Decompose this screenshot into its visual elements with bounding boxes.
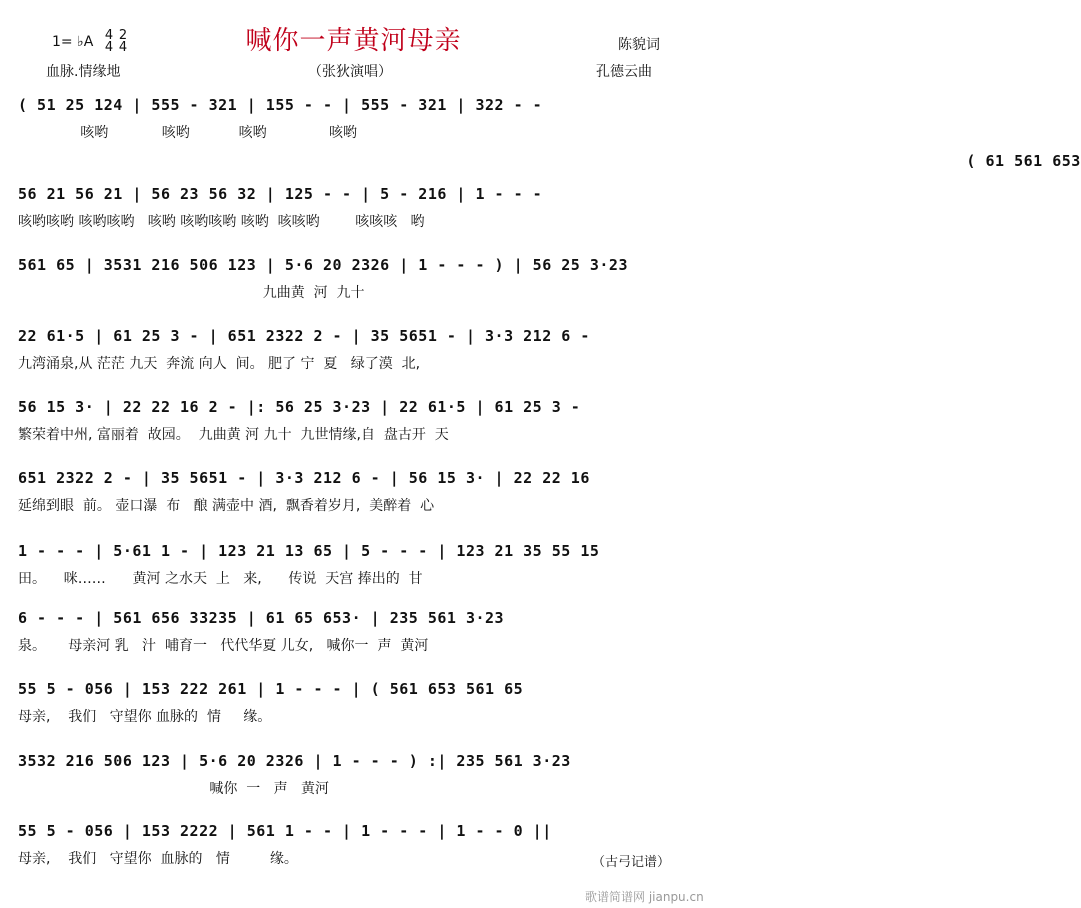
transcriber-credit: （古弓记谱） bbox=[592, 855, 671, 870]
notation-line: 3532 216 506 123 | 5·6 20 2326 | 1 - - - ) :| 235 561 3·23 bbox=[18, 752, 571, 770]
composer: 孔德云曲 bbox=[596, 64, 652, 80]
notation-line: 55 5 - 056 | 153 222 261 | 1 - - - | ( 561 653 561 65 bbox=[18, 680, 524, 698]
lyric-line: 母亲, 我们 守望你 血脉的 情 缘。 bbox=[18, 851, 298, 867]
key-signature: 1= ♭A bbox=[52, 34, 94, 50]
time-a-num: 4 bbox=[104, 28, 114, 43]
subtitle: 血脉.情缘地 bbox=[46, 64, 121, 80]
notation-line: ( 51 25 124 | 555 - 321 | 155 - - | 555 - 321 | 322 - - bbox=[18, 96, 543, 114]
time-signature bbox=[102, 30, 130, 54]
lyric-line: 九湾涌泉,从 茫茫 九天 奔流 向人 间。 肥了 宁 夏 绿了漠 北, bbox=[18, 356, 421, 372]
lyric-line: 延绵到眼 前。 壶口瀑 布 酿 满壶中 酒, 飘香着岁月, 美醉着 心 bbox=[18, 498, 435, 514]
notation-line: 22 61·5 | 61 25 3 - | 651 2322 2 - | 35 5651 - | 3·3 212 6 - bbox=[18, 327, 590, 345]
notation-line: 561 65 | 3531 216 506 123 | 5·6 20 2326 | 1 - - - ) | 56 25 3·23 bbox=[18, 256, 628, 274]
notation-line: 56 21 56 21 | 56 23 56 32 | 125 - - | 5 - 216 | 1 - - - bbox=[18, 185, 543, 203]
notation-line: 55 5 - 056 | 153 2222 | 561 1 - - | 1 - - - | 1 - - 0 || bbox=[18, 822, 552, 840]
lyric-line: 九曲黄 河 九十 bbox=[18, 285, 365, 301]
time-b-num: 2 bbox=[118, 28, 128, 43]
lyric-line: 喊你 一 声 黄河 bbox=[18, 781, 329, 797]
lyric-line: 咳哟 咳哟 咳哟 咳哟 bbox=[18, 125, 357, 141]
time-a-den: 4 bbox=[104, 40, 114, 55]
lyric-line: 田。 咪…… 黄河 之水天 上 来, 传说 天宫 捧出的 甘 bbox=[18, 571, 423, 587]
lyric-line: 咳哟咳哟 咳哟咳哟 咳哟 咳哟咳哟 咳哟 咳咳哟 咳咳咳 哟 bbox=[18, 214, 425, 230]
song-title: 喊你一声黄河母亲 bbox=[245, 26, 462, 56]
lyric-line: 泉。 母亲河 乳 汁 哺育一 代代华夏 儿女, 喊你一 声 黄河 bbox=[18, 638, 429, 654]
notation-line: 6 - - - | 561 656 33235 | 61 65 653· | 235 561 3·23 bbox=[18, 609, 505, 627]
watermark: 歌谱简谱网 jianpu.cn bbox=[585, 890, 704, 904]
notation-line: 56 15 3· | 22 22 16 2 - |: 56 25 3·23 | 22 61·5 | 61 25 3 - bbox=[18, 398, 581, 416]
time-b-den: 4 bbox=[118, 40, 128, 55]
lyricist: 陈貌词 bbox=[618, 37, 660, 53]
lyric-line: 母亲, 我们 守望你 血脉的 情 缘。 bbox=[18, 709, 272, 725]
notation-line: 1 - - - | 5·61 1 - | 123 21 13 65 | 5 - - - | 123 21 35 55 15 bbox=[18, 542, 600, 560]
performer: （张狄演唱） bbox=[308, 64, 392, 80]
lyric-line: 繁荣着中州, 富丽着 故园。 九曲黄 河 九十 九世情缘,自 盘古开 天 bbox=[18, 427, 449, 443]
notation-line: ( 61 561 653 bbox=[528, 152, 1081, 170]
notation-line: 651 2322 2 - | 35 5651 - | 3·3 212 6 - | 56 15 3· | 22 22 16 bbox=[18, 469, 590, 487]
